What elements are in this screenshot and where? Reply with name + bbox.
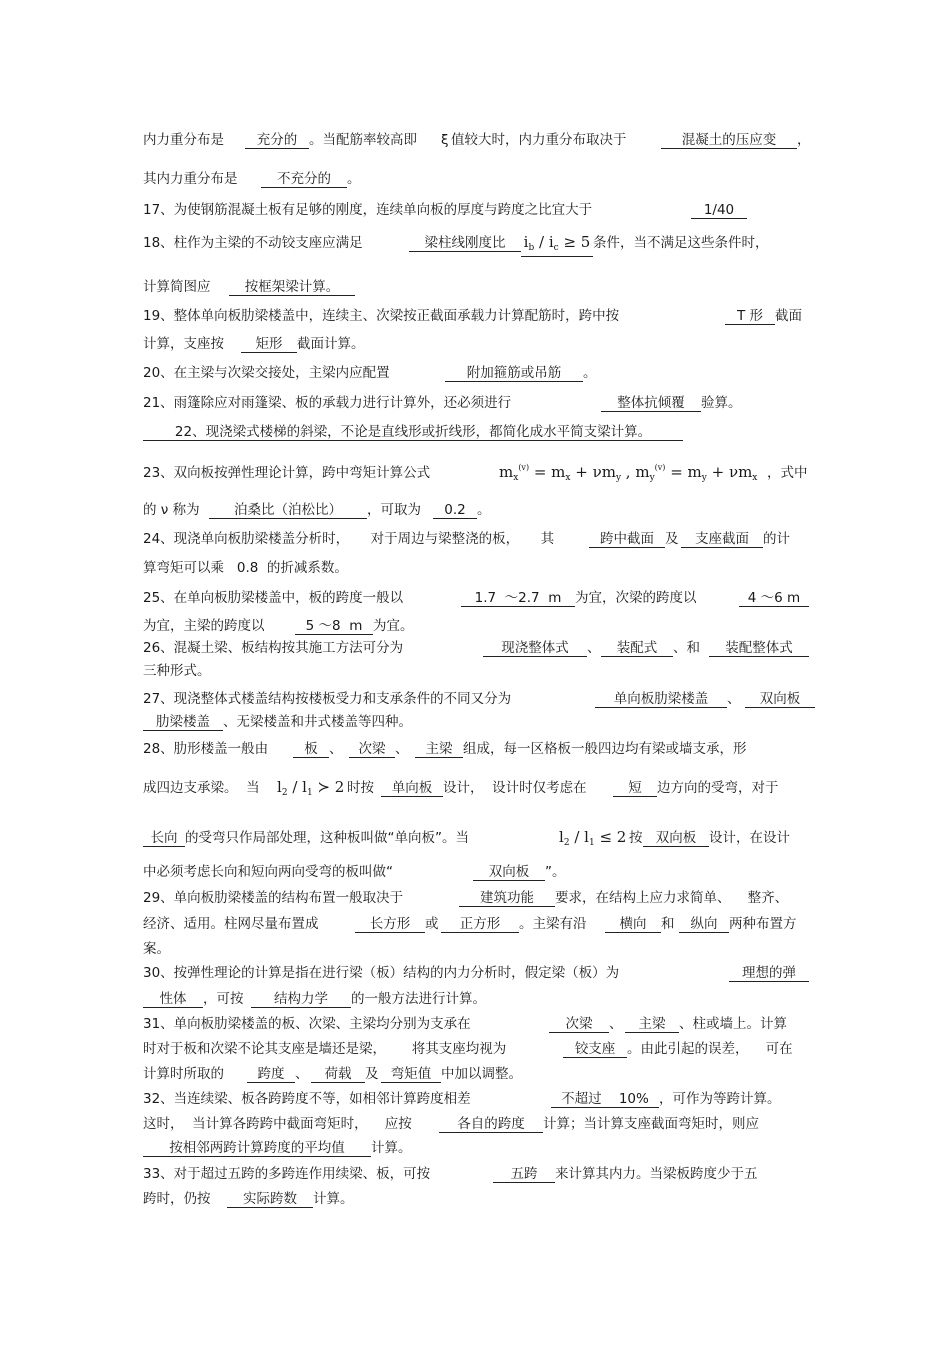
answer-blank: 板 [293, 742, 329, 758]
answer-blank: 双向板 [473, 865, 545, 881]
text-segment: ， [797, 132, 811, 148]
answer-blank: 双向板 [745, 692, 815, 708]
text-segment: 组成，每一区格板一般四边均有梁或墙支承，形 [463, 741, 747, 757]
answer-blank: 充分的 [245, 133, 309, 149]
text-segment: 验算。 [701, 395, 742, 411]
text-segment: 案。 [143, 941, 170, 957]
text-segment: 中必须考虑长向和短向两向受弯的板叫做“ [143, 864, 393, 880]
text-segment: 中加以调整。 [441, 1066, 522, 1082]
text-segment: ξ [441, 132, 449, 148]
answer-blank: 跨度 [247, 1067, 295, 1083]
answer-blank: 附加箍筋或吊筋 [445, 366, 583, 382]
text-segment: 三种形式。 [143, 663, 211, 679]
text-segment: 为宜，主梁的跨度以 [143, 618, 265, 634]
answer-blank: 支座截面 [681, 532, 763, 548]
text-segment: 。 [477, 502, 491, 518]
answer-blank: 现浇整体式 [483, 641, 587, 657]
answer-blank: 装配整体式 [709, 641, 809, 657]
text-line [143, 740, 747, 758]
answer-blank: 1.7 ～2.7 m [461, 591, 575, 607]
text-segment: 计算；当计算支座截面弯矩时，则应 [543, 1116, 759, 1132]
text-line [143, 307, 802, 325]
text-line [143, 335, 365, 353]
text-segment: 、 [395, 741, 409, 757]
text-segment: 两种布置方 [729, 916, 797, 932]
text-segment: 、和 [673, 640, 700, 656]
text-segment: 计算，支座按 [143, 336, 224, 352]
answer-blank: 装配式 [601, 641, 673, 657]
text-segment: 计算时所取的 [143, 1066, 224, 1082]
text-segment: 设计， 设计时仅考虑在 [443, 780, 587, 796]
text-segment: 及 [365, 1066, 379, 1082]
answer-blank: 弯矩值 [381, 1067, 441, 1083]
text-line [143, 662, 211, 680]
text-segment: ”。 [545, 864, 566, 880]
answer-blank: 0.2 [433, 503, 477, 519]
answer-blank: $i_b / i_c \ge 5$ [521, 235, 593, 257]
text-segment: 要求，在结构上应力求简单、 整齐、 [555, 890, 789, 906]
text-segment: 内力重分布是 [143, 132, 224, 148]
text-segment: 。主梁有沿 [519, 916, 587, 932]
text-line [143, 1015, 787, 1033]
formula: $m_x^{(v)} = m_x + \nu m_y$ , $m_y^{(v)} = m_y + \nu m_x$ [499, 463, 758, 483]
answer-blank: 梁柱线刚度比 [409, 236, 521, 252]
text-segment: 24、现浇单向板肋梁楼盖分析时， 对于周边与梁整浇的板， 其 [143, 531, 555, 547]
text-line [143, 589, 809, 607]
text-line [143, 278, 355, 296]
text-line [143, 559, 348, 577]
text-line [143, 964, 809, 982]
text-segment: 经济、适用。柱网尽量布置成 [143, 916, 319, 932]
text-segment: 。由此引起的误差， 可在 [627, 1041, 793, 1057]
formula: $l_2 / l_1$ ≻ 2 [277, 778, 345, 798]
text-line [143, 170, 361, 188]
text-segment: 18、柱作为主梁的不动铰支座应满足 [143, 235, 363, 251]
text-line [143, 889, 788, 907]
text-segment: 27、现浇整体式楼盖结构按楼板受力和支承条件的不同又分为 [143, 691, 512, 707]
text-segment: 这时， 当计算各跨跨中截面弯矩时， 应按 [143, 1116, 412, 1132]
text-line [143, 423, 683, 441]
text-line [143, 915, 797, 933]
answer-blank: 正方形 [441, 917, 519, 933]
text-segment: 25、在单向板肋梁楼盖中，板的跨度一般以 [143, 590, 404, 606]
answer-blank: 肋梁楼盖 [143, 715, 223, 731]
text-segment: 设计，在设计 [709, 830, 790, 846]
text-segment: 、柱或墙上。计算 [679, 1016, 787, 1032]
text-segment: 计算简图应 [143, 279, 211, 295]
text-segment: 时按 [347, 780, 374, 796]
text-segment: 或 [425, 916, 439, 932]
text-segment: 的 ν 称为 [143, 502, 200, 518]
text-line [143, 990, 486, 1008]
answer-blank: 不充分的 [261, 172, 347, 188]
text-segment: 其内力重分布是 [143, 171, 238, 187]
text-line [143, 639, 809, 657]
text-segment: 20、在主梁与次梁交接处，主梁内应配置 [143, 365, 390, 381]
text-line [143, 1190, 354, 1208]
text-segment: 29、单向板肋梁楼盖的结构布置一般取决于 [143, 890, 404, 906]
text-segment: 、 [295, 1066, 309, 1082]
text-line [143, 1165, 758, 1183]
answer-blank: 长方形 [355, 917, 425, 933]
text-segment: 的计 [763, 531, 790, 547]
text-line [143, 713, 412, 731]
text-segment: 31、单向板肋梁楼盖的板、次梁、主梁均分别为支承在 [143, 1016, 471, 1032]
text-segment: 、 [727, 691, 741, 707]
answer-blank: 建筑功能 [459, 891, 555, 907]
answer-blank: 整体抗倾覆 [601, 396, 701, 412]
answer-blank: 5 ～8 m [295, 619, 373, 635]
text-segment: 值较大时，内力重分布取决于 [451, 132, 627, 148]
text-line [143, 530, 790, 548]
answer-blank: 双向板 [643, 831, 709, 847]
text-line [143, 201, 747, 219]
text-segment: 跨时，仍按 [143, 1191, 211, 1207]
text-segment: 、 [587, 640, 601, 656]
text-line [143, 940, 170, 958]
text-segment: 为宜。 [373, 618, 414, 634]
text-line [143, 690, 815, 708]
text-segment: ，可作为等跨计算。 [659, 1091, 781, 1107]
text-segment: 28、肋形楼盖一般由 [143, 741, 269, 757]
text-segment: ，式中 [767, 465, 808, 481]
answer-blank: 主梁 [415, 742, 463, 758]
text-segment: 截面 [775, 308, 802, 324]
answer-blank: 性体 [143, 992, 203, 1008]
text-segment: 23、双向板按弹性理论计算，跨中弯矩计算公式 [143, 465, 431, 481]
text-line [143, 617, 414, 635]
text-line [143, 1115, 759, 1133]
text-line [143, 1065, 522, 1083]
text-segment: 、 [329, 741, 343, 757]
text-segment: 。 [583, 365, 597, 381]
text-segment: 成四边支承梁。 当 [143, 780, 260, 796]
text-line [143, 778, 779, 796]
answer-blank: 不超过 10% [551, 1092, 659, 1108]
answer-blank: 单向板肋梁楼盖 [595, 692, 727, 708]
answer-blank: 短 [613, 781, 657, 797]
answer-blank: 纵向 [679, 917, 729, 933]
text-segment: 。当配筋率较高即 [309, 132, 417, 148]
text-segment: 32、当连续梁、板各跨跨度不等，如相邻计算跨度相差 [143, 1091, 471, 1107]
answer-blank: 主梁 [625, 1017, 679, 1033]
text-line [143, 394, 742, 412]
answer-blank: 五跨 [493, 1167, 555, 1183]
answer-blank: 混凝土的压应变 [661, 133, 797, 149]
answer-blank: 理想的弹 [729, 966, 809, 982]
text-segment: 33、对于超过五跨的多跨连作用续梁、板，可按 [143, 1166, 431, 1182]
answer-blank: 22、现浇梁式楼梯的斜梁，不论是直线形或折线形，都简化成水平简支梁计算。 [143, 425, 683, 441]
text-segment: 截面计算。 [297, 336, 365, 352]
text-segment: 边方向的受弯，对于 [657, 780, 779, 796]
answer-blank: 横向 [605, 917, 661, 933]
text-line [143, 234, 769, 252]
answer-blank: T 形 [725, 309, 775, 325]
text-segment: 条件，当不满足这些条件时， [593, 235, 769, 251]
text-segment: 为宜，次梁的跨度以 [575, 590, 697, 606]
text-segment: 。 [347, 171, 361, 187]
text-segment: 及 [665, 531, 679, 547]
text-segment: 19、整体单向板肋梁楼盖中，连续主、次梁按正截面承载力计算配筋时，跨中按 [143, 308, 620, 324]
answer-blank: 次梁 [349, 742, 395, 758]
text-segment: ，可按 [203, 991, 244, 1007]
text-segment: 按 [629, 830, 643, 846]
text-line [143, 131, 811, 149]
answer-blank: 结构力学 [251, 992, 351, 1008]
text-line [143, 1040, 793, 1058]
answer-blank: 1/40 [691, 203, 747, 219]
text-line [143, 1090, 781, 1108]
text-segment: 的一般方法进行计算。 [351, 991, 486, 1007]
text-line [143, 501, 491, 519]
text-line [143, 1139, 412, 1157]
text-segment: 时对于板和次梁不论其支座是墙还是梁， 将其支座均视为 [143, 1041, 507, 1057]
answer-blank: 跨中截面 [589, 532, 665, 548]
text-line [143, 364, 597, 382]
text-segment: 来计算其内力。当梁板跨度少于五 [555, 1166, 758, 1182]
answer-blank: 荷载 [311, 1067, 365, 1083]
answer-blank: 泊桑比（泊松比） [209, 503, 367, 519]
answer-blank: 按相邻两跨计算跨度的平均值 [143, 1141, 371, 1157]
answer-blank: 4 ～6 m [739, 591, 809, 607]
text-segment: 算弯矩可以乘 0.8 的折减系数。 [143, 560, 348, 576]
answer-blank: 矩形 [241, 337, 297, 353]
text-line [143, 863, 566, 881]
answer-blank: 实际跨数 [227, 1192, 313, 1208]
text-segment: 计算。 [371, 1140, 412, 1156]
answer-blank: 各自的跨度 [439, 1117, 543, 1133]
answer-blank: 按框架梁计算。 [229, 280, 355, 296]
text-segment: 计算。 [313, 1191, 354, 1207]
answer-blank: 长向 [143, 831, 185, 847]
text-segment: 的受弯只作局部处理，这种板叫做“单向板”。当 [185, 830, 469, 846]
text-segment: 17、为使钢筋混凝土板有足够的刚度，连续单向板的厚度与跨度之比宜大于 [143, 202, 593, 218]
text-segment: 21、雨篷除应对雨篷梁、板的承载力进行计算外，还必须进行 [143, 395, 512, 411]
text-segment: ，可取为 [367, 502, 421, 518]
text-segment: 和 [661, 916, 675, 932]
answer-blank: 铰支座 [563, 1042, 627, 1058]
text-line [143, 828, 790, 846]
formula: $l_2 / l_1 \le 2$ [559, 828, 627, 848]
text-segment: 、 [609, 1016, 623, 1032]
answer-blank: 单向板 [381, 781, 443, 797]
text-segment: 、无梁楼盖和井式楼盖等四种。 [223, 714, 412, 730]
text-line [143, 459, 808, 483]
text-segment: 26、混凝土梁、板结构按其施工方法可分为 [143, 640, 404, 656]
answer-blank: 次梁 [549, 1017, 609, 1033]
text-segment: 30、按弹性理论的计算是指在进行梁（板）结构的内力分析时，假定梁（板）为 [143, 965, 620, 981]
